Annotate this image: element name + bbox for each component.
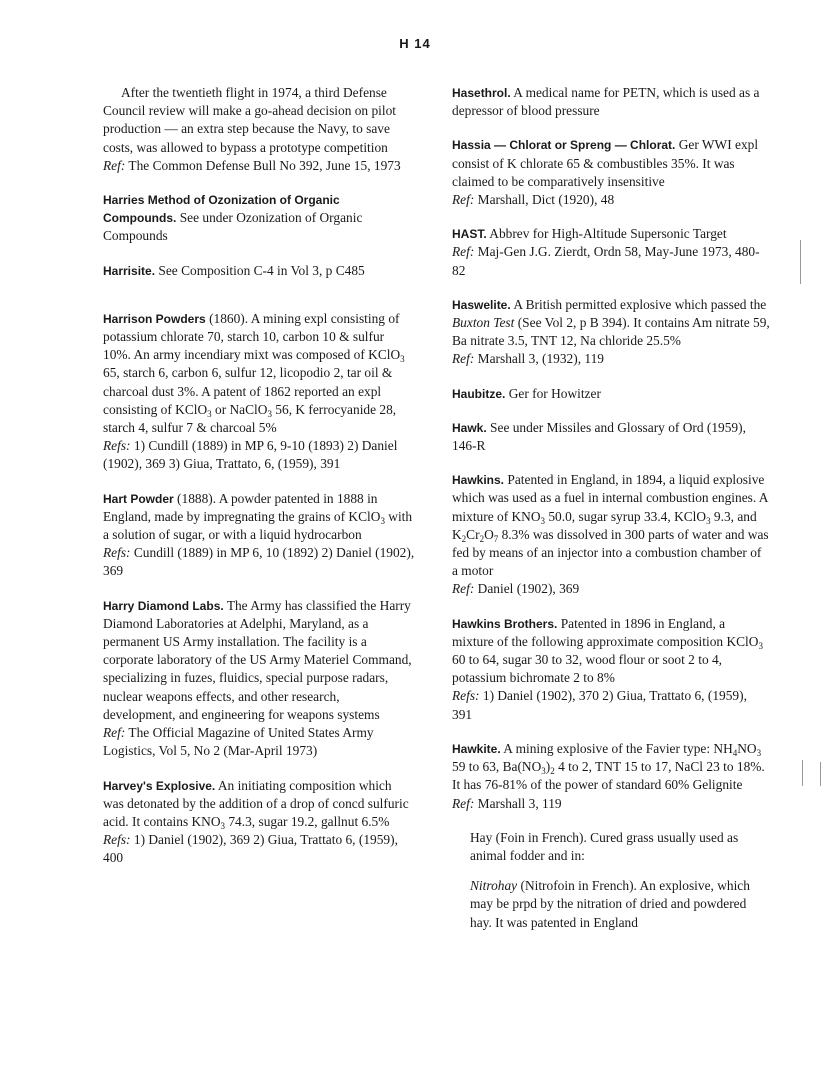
entry-text: Abbrev for High-Altitude Supersonic Target xyxy=(489,226,727,242)
entry-term: Harries Method of Ozonization of Organic Compounds. xyxy=(103,193,340,226)
subscript: 2 xyxy=(479,533,485,544)
subscript: 3 xyxy=(756,747,762,758)
entry-term: Hassia — Chlorat or Spreng — Chlorat. xyxy=(452,138,676,153)
page-number: H 14 xyxy=(399,36,431,51)
ref-label: Refs: xyxy=(103,438,131,454)
subscript: 3 xyxy=(758,640,763,651)
entry-text: Patented in England, in 1894, a liquid explosive which was used as a fuel in internal combustion engines. A mixture of KNO xyxy=(452,472,768,524)
subscript: 3 xyxy=(220,820,226,831)
subscript: 3 xyxy=(540,515,546,526)
entry-term: Hay xyxy=(470,829,493,845)
scan-mark xyxy=(820,762,821,786)
subscript: 2 xyxy=(550,766,555,777)
entry-harrisite xyxy=(103,262,415,280)
entry-term: Harrison Powders xyxy=(103,311,206,326)
subscript: 3 xyxy=(380,515,385,526)
entry-term: Hasethrol. xyxy=(452,86,511,100)
entry-text: (1888). A powder patented in 1888 in England, made by impregnating the grains of KClO xyxy=(103,490,381,524)
entry-term: Hawkins. xyxy=(452,473,505,488)
entry-text: (Nitrofoin in French). An explosive, which may be prpd by the nitration of dried and powdered hay. It was patented in England xyxy=(470,878,750,930)
entry-hawkins xyxy=(452,471,770,598)
ref-text: The Common Defense Bull No 392, June 15, 1973 xyxy=(128,157,401,173)
entry-text: Cr xyxy=(466,526,480,542)
entry-continued xyxy=(103,84,415,175)
entry-text: Patented in 1896 in England, a mixture of the following approximate composition KClO xyxy=(452,615,759,649)
ref-label: Ref: xyxy=(103,725,126,741)
entry-text: (1860). A mining expl consisting of potassium chlorate 70, starch 10, carbon 10 & sulfur 10%. An army incendiary mixt was composed of KClO xyxy=(103,310,401,363)
entry-text: Ger WWI expl consist of K chlorate 65 & combustibles 35%. It was claimed to be comparatively insensitive xyxy=(452,137,759,189)
ref-label: Refs: xyxy=(103,545,131,561)
entry-term: Haswelite. xyxy=(452,297,511,312)
right-column xyxy=(452,84,770,948)
entry-text: 4 to 2, TNT 15 to 17, NaCl 23 to 18%. It has 76-81% of the power of standard 60% Gelignite xyxy=(452,759,765,793)
entry-text: 50.0, sugar syrup 33.4, KClO xyxy=(545,508,707,524)
entry-hasethrol xyxy=(452,84,770,120)
entry-hay xyxy=(470,829,770,932)
entry-hawk xyxy=(452,419,770,455)
ref-label: Ref: xyxy=(452,581,475,597)
ref-text: The Official Magazine of United States Army Logistics, Vol 5, No 2 (Mar-April 1973) xyxy=(103,725,374,759)
entry-term: Haubitze. xyxy=(452,386,506,401)
subscript: 2 xyxy=(461,533,467,544)
entry-hart-powder xyxy=(103,490,415,581)
entry-text: A British permitted explosive which passed the xyxy=(513,296,767,312)
ref-text: 1) Daniel (1902), 370 2) Giua, Trattato 6, (1959), 391 xyxy=(452,688,747,722)
ref-text: Marshall, Dict (1920), 48 xyxy=(477,192,615,208)
ref-label: Ref: xyxy=(452,351,475,367)
entry-text: The Army has classified the Harry Diamond Laboratories at Adelphi, Maryland, as a permanent US Army installation. The facility is a corporate laboratory of the US Army Materiel Command, specializing in fuzes, fluidics, special purpose radars, nuclear weapons effects, and other research, development, and engineering for weapons systems xyxy=(103,597,412,722)
entry-harveys-explosive xyxy=(103,777,415,868)
entry-text: See under Missiles and Glossary of Ord (1959), 146-R xyxy=(452,419,746,454)
ref-text: Marshall 3, 119 xyxy=(477,795,562,811)
entry-text: (See Vol 2, p B 394). It contains Am nitrate 59, Ba nitrate 3.5, TNT 12, Na chloride 25.5% xyxy=(452,315,770,349)
entry-text: 74.3, sugar 19.2, gallnut 6.5% xyxy=(225,813,390,829)
scan-mark xyxy=(800,240,801,284)
entry-term: Harvey's Explosive. xyxy=(103,778,216,793)
entry-text: or NaClO xyxy=(211,401,268,417)
entry-term: HAST. xyxy=(452,227,487,242)
ref-text: 1) Daniel (1902), 369 2) Giua, Trattato 6, (1959), 400 xyxy=(103,832,398,866)
entry-text: 65, starch 6, carbon 6, sulfur 12, licopodio 2, tar oil & charcoal dust 3%. A patent of 1862 reported an expl consisting of KClO xyxy=(103,365,393,417)
entry-term: Hawk. xyxy=(452,420,487,435)
ref-label: Ref: xyxy=(452,244,475,260)
subscript: 3 xyxy=(541,766,546,777)
ref-text: 1) Cundill (1889) in MP 6, 9-10 (1893) 2) Daniel (1902), 369 3) Giua, Trattato, 6, (1959), 391 xyxy=(103,438,398,472)
ref-label: Ref: xyxy=(452,192,475,208)
entry-text: An initiating composition which was detonated by the addition of a drop of concd sulfuric acid. It contains KNO xyxy=(103,777,409,829)
entry-text: See Composition C-4 in Vol 3, p C485 xyxy=(158,262,365,278)
entry-term: Hart Powder xyxy=(103,491,174,506)
ref-text: Cundill (1889) in MP 6, 10 (1892) 2) Daniel (1902), 369 xyxy=(103,545,415,579)
entry-text: (Foin in French). Cured grass usually used as animal fodder and in: xyxy=(470,829,739,863)
subscript: 3 xyxy=(400,354,405,365)
entry-text: ) xyxy=(545,759,551,775)
subscript: 4 xyxy=(732,747,738,758)
ref-text: Marshall 3, (1932), 119 xyxy=(477,351,604,367)
entry-text: 8.3% was dissolved in 300 parts of water and was fed by means of an injector into a combustion chamber of a motor xyxy=(452,526,769,579)
entry-text: NO xyxy=(737,740,757,756)
entry-harry-diamond-labs xyxy=(103,597,415,761)
entry-haubitze xyxy=(452,385,770,403)
ref-label: Refs: xyxy=(103,832,131,848)
entry-text: After the twentieth flight in 1974, a third Defense Council review will make a go-ahead decision on pilot production — an extra step because the Navy, to save costs, was allowed to bypass a prototype competition xyxy=(103,85,397,155)
entry-text: 56, K ferrocyanide 28, starch 4, sulfur 7 & charcoal 5% xyxy=(103,401,397,436)
scan-mark xyxy=(802,760,803,786)
entry-text: 9.3, and K xyxy=(452,508,757,542)
entry-hawkins-brothers xyxy=(452,615,770,724)
ref-label: Refs: xyxy=(452,688,480,704)
entry-text: A medical name for PETN, which is used as a depressor of blood pressure xyxy=(452,85,760,119)
entry-text: 59 to 63, Ba(NO xyxy=(452,759,542,775)
ref-text: Maj-Gen J.G. Zierdt, Ordn 58, May-June 1973, 480-82 xyxy=(452,244,760,278)
entry-term: Hawkite. xyxy=(452,741,501,756)
entry-text-italic: Buxton Test xyxy=(452,315,515,331)
entry-text: 60 to 64, sugar 30 to 32, wood flour or soot 2 to 4, potassium bichromate 2 to 8% xyxy=(452,652,723,686)
entry-harrison-powders xyxy=(103,310,415,474)
entry-text: Ger for Howitzer xyxy=(508,385,601,401)
entry-text: See under Ozonization of Organic Compounds xyxy=(103,210,363,244)
left-column xyxy=(103,84,415,884)
entry-hast xyxy=(452,225,770,280)
subscript: 3 xyxy=(207,408,212,419)
entry-hawkite xyxy=(452,740,770,813)
ref-label: Ref: xyxy=(103,157,126,173)
entry-term: Harrisite. xyxy=(103,263,156,278)
entry-term: Harry Diamond Labs. xyxy=(103,598,224,613)
entry-text: with a solution of sugar, or with a liquid hydrocarbon xyxy=(103,508,413,543)
ref-text: Daniel (1902), 369 xyxy=(477,581,580,597)
entry-text: A mining explosive of the Favier type: NH xyxy=(503,740,733,756)
ref-label: Ref: xyxy=(452,795,475,811)
entry-haswelite xyxy=(452,296,770,369)
entry-hassia xyxy=(452,136,770,209)
subscript: 3 xyxy=(267,408,272,419)
subscript: 3 xyxy=(706,515,711,526)
entry-subterm: Nitrohay xyxy=(470,878,518,894)
entry-text: O xyxy=(484,526,494,542)
entry-term: Hawkins Brothers. xyxy=(452,616,558,631)
entry-harries xyxy=(103,191,415,246)
subscript: 7 xyxy=(493,533,499,544)
